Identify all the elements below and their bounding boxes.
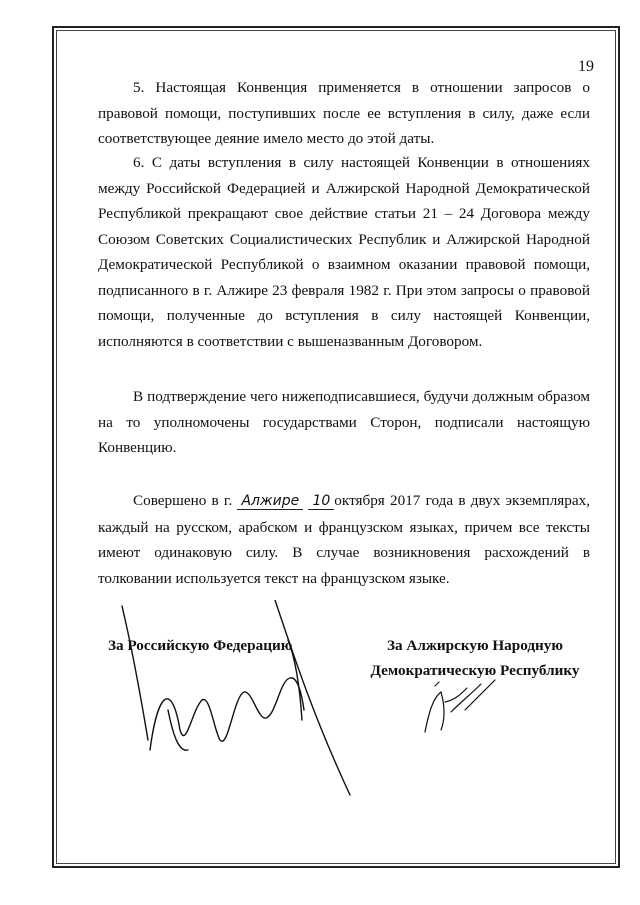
done-prefix: Совершено в г. [133, 492, 233, 509]
algerian-signature [415, 672, 505, 742]
page-number: 19 [578, 58, 594, 75]
done-rest: октября 2017 года в двух экземплярах, каждый на русском, арабском и французском языках, причем все тексты имеют одинаковую силу. В случае возникновения расхождений в толковании используется текст на французском языке. [98, 492, 591, 587]
russian-signature [110, 600, 360, 800]
handwritten-day: 10 [308, 493, 334, 510]
confirmation-paragraph: В подтверждение чего нижеподписавшиеся, будучи должным образом на то уполномочены государствами Сторон, подписали настоящую Конвенцию. [98, 388, 590, 456]
signature-label-russia: За Российскую Федерацию [108, 637, 293, 654]
paragraph-6: 6. С даты вступления в силу настоящей Конвенции в отношениях между Российской Федерацией и Алжирской Народной Демократической Республикой прекращают свое действие статьи 21 – 24 Договора между Союзом Советских Социалистических Республик и Алжирской Народной Демократической Республикой о взаимном оказании правовой помощи, подписанного в г. Алжире 23 февраля 1982 г. При этом запросы о правовой помощи, полученные до вступления в силу настоящей Конвенции, исполняются в соответствии с вышеназванным Договором. [98, 154, 590, 350]
paragraph-5: 5. Настоящая Конвенция применяется в отношении запросов о правовой помощи, поступивших после ее вступления в силу, даже если соответствующее деяние имело место до этой даты. [98, 79, 590, 147]
handwritten-place: Алжире [237, 493, 303, 510]
signature-label-algeria: За Алжирскую Народную Демократическую Республику [370, 637, 580, 679]
done-paragraph [98, 488, 590, 591]
